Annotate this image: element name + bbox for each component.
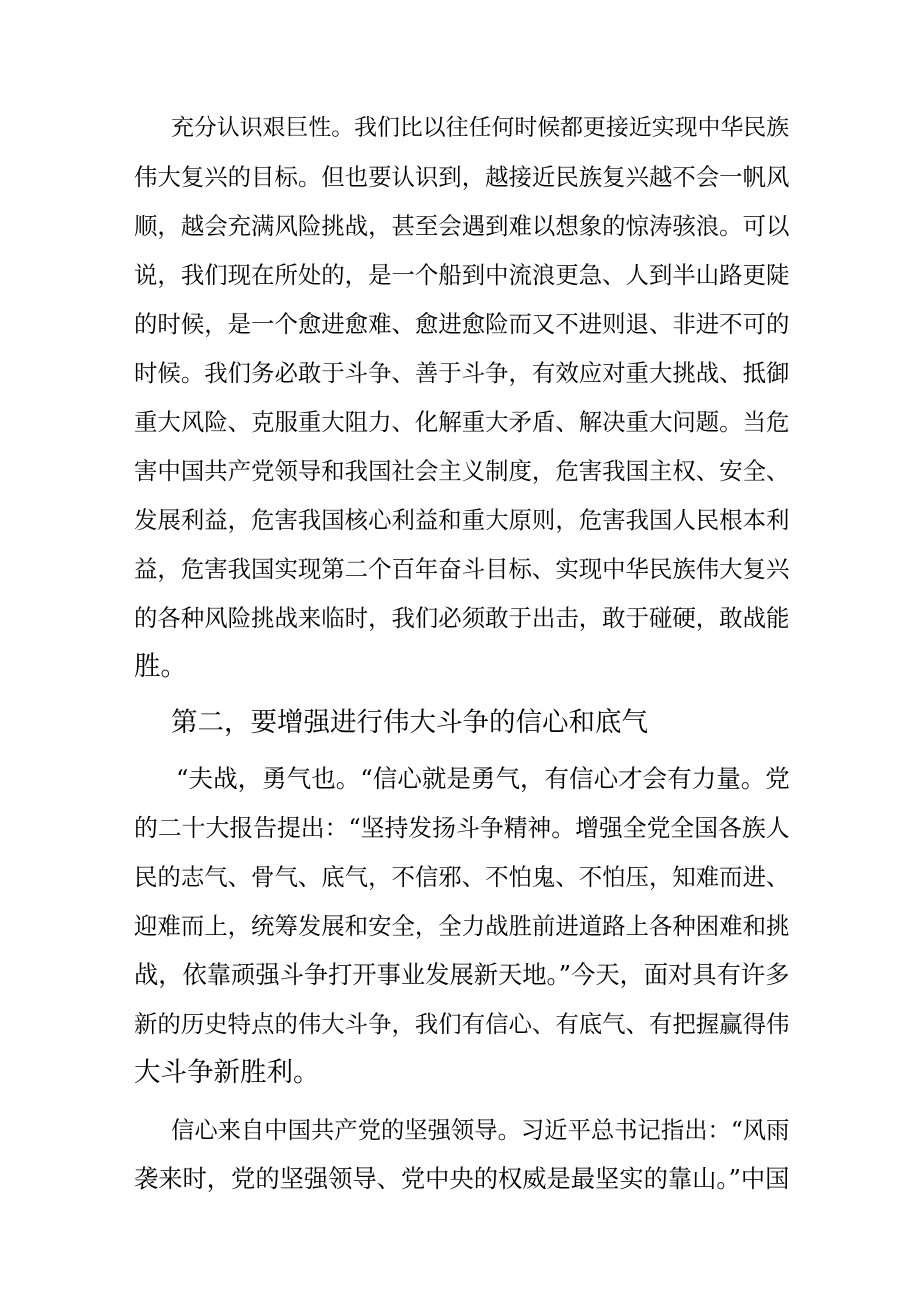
paragraph-1-line-1: 充分认识艰巨性。我们比以往任何时候都更接近实现中华民族	[171, 115, 790, 141]
paragraph-4-line-1: 信心来自中国共产党的坚强领导。习近平总书记指出：“风雨	[171, 1116, 790, 1144]
paragraph-1-line-11: 的各种风险挑战来临时，我们必须敢于出击，敢于碰硬，敢战能	[134, 604, 790, 632]
paragraph-3-line-2: 的二十大报告提出：“坚持发扬斗争精神。增强全党全国各族人	[134, 814, 790, 842]
paragraph-1-line-10: 益，危害我国实现第二个百年奋斗目标、实现中华民族伟大复兴	[134, 555, 790, 583]
paragraph-3-line-5: 战，依靠顽强斗争打开事业发展新天地。”今天，面对具有许多	[134, 960, 790, 989]
paragraph-3-line-7: 大斗争新胜利。	[134, 1057, 320, 1088]
paragraph-3-line-1: “夫战，勇气也。“信心就是勇气，有信心才会有力量。党	[176, 764, 790, 793]
paragraph-1-line-2: 伟大复兴的目标。但也要认识到，越接近民族复兴越不会一帆风	[134, 163, 790, 191]
section-heading: 第二，要增强进行伟大斗争的信心和底气	[171, 707, 648, 738]
paragraph-1-line-7: 重大风险、克服重大阻力、化解重大矛盾、解决重大问题。当危	[134, 408, 790, 436]
paragraph-1-line-12: 胜。	[134, 651, 187, 682]
paragraph-1-line-4: 说，我们现在所处的，是一个船到中流浪更急、人到半山路更陡	[134, 261, 790, 289]
paragraph-1-line-5: 的时候，是一个愈进愈难、愈进愈险而又不进则退、非进不可的	[134, 310, 790, 338]
paragraph-1-line-6: 时候。我们务必敢于斗争、善于斗争，有效应对重大挑战、抵御	[134, 359, 790, 387]
paragraph-3-line-3: 民的志气、骨气、底气，不信邪、不怕鬼、不怕压，知难而进、	[134, 863, 790, 891]
paragraph-3-line-4: 迎难而上，统筹发展和安全，全力战胜前进道路上各种困难和挑	[134, 912, 790, 940]
paragraph-1-line-8: 害中国共产党领导和我国社会主义制度，危害我国主权、安全、	[134, 457, 790, 485]
paragraph-4-line-2: 袭来时，党的坚强领导、党中央的权威是最坚实的靠山。”中国	[134, 1164, 790, 1193]
paragraph-1-line-3: 顺，越会充满风险挑战，甚至会遇到难以想象的惊涛骇浪。可以	[134, 212, 790, 240]
paragraph-1-line-9: 发展利益，危害我国核心利益和重大原则，危害我国人民根本利	[134, 506, 790, 534]
paragraph-3-line-6: 新的历史特点的伟大斗争，我们有信心、有底气、有把握赢得伟	[134, 1010, 790, 1038]
